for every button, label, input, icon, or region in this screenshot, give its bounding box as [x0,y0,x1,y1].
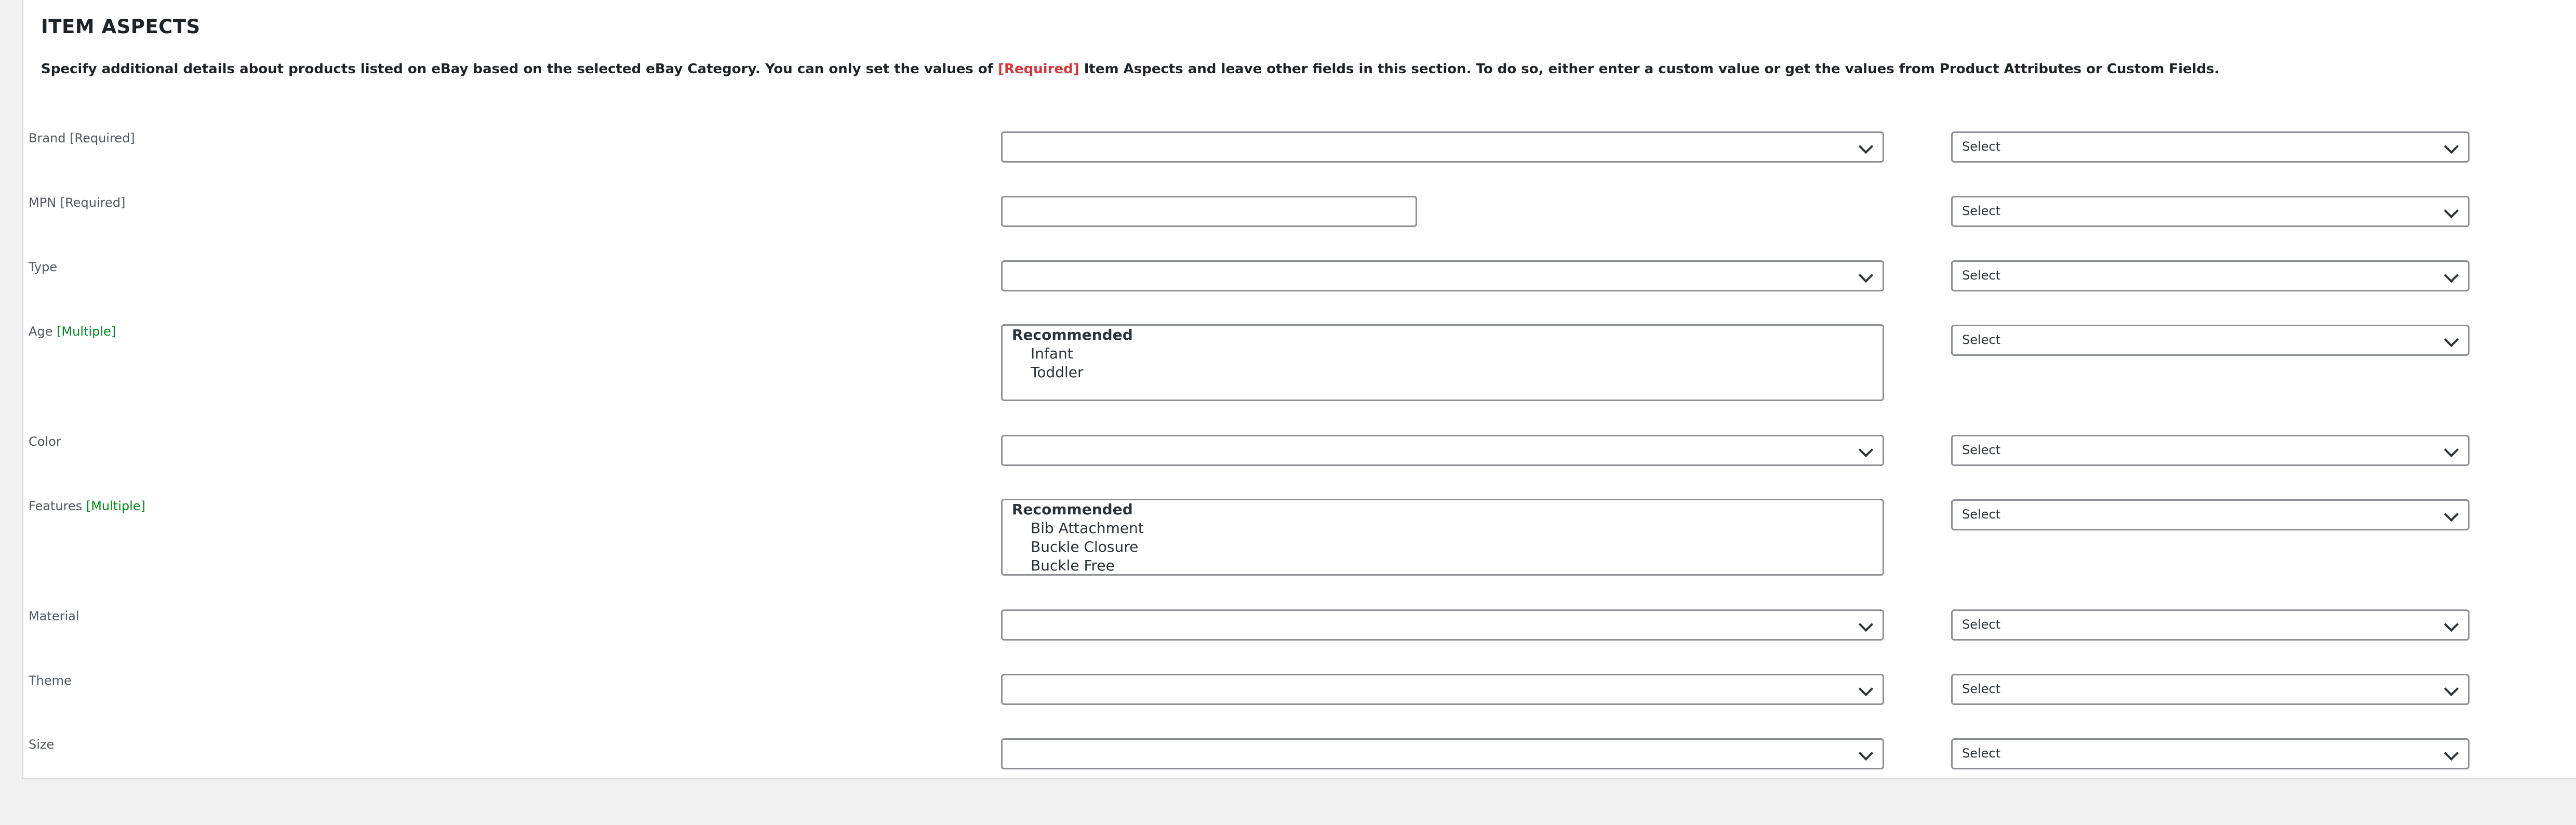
mpn-source-value: Select [1962,204,2001,218]
features-option-buckle-free[interactable]: Buckle Free [1031,557,1115,574]
size-source-value: Select [1962,746,2001,761]
type-source-select[interactable] [1951,260,2470,291]
features-multiple-tag: [Multiple] [86,499,145,513]
chevron-down-icon [1859,443,1873,457]
age-source-select[interactable] [1951,325,2470,356]
mpn-input[interactable] [1001,196,1417,227]
age-label [29,324,116,339]
features-option-bib-attachment[interactable]: Bib Attachment [1031,520,1144,537]
brand-value-select[interactable] [1001,131,1884,163]
size-label: Size [29,737,55,752]
chevron-down-icon [1859,617,1873,632]
color-label: Color [29,434,61,449]
features-multiselect[interactable] [1001,499,1884,576]
size-source-select[interactable] [1951,738,2470,769]
features-label-text: Features [29,499,83,513]
material-label: Material [29,609,79,623]
age-option-infant[interactable]: Infant [1031,345,1073,362]
chevron-down-icon [2444,204,2459,218]
type-label: Type [29,260,58,274]
type-source-value: Select [1962,268,2001,283]
chevron-down-icon [2444,682,2459,696]
chevron-down-icon [2444,746,2459,761]
mpn-source-select[interactable] [1951,196,2470,227]
features-source-value: Select [1962,507,2001,522]
features-source-select[interactable] [1951,499,2470,530]
size-value-select[interactable] [1001,738,1884,769]
chevron-down-icon [2444,332,2459,347]
brand-label [29,131,135,145]
chevron-down-icon [2444,507,2459,522]
brand-required-tag: [Required] [70,131,135,145]
features-option-buckle-closure[interactable]: Buckle Closure [1031,538,1139,555]
chevron-down-icon [2444,268,2459,283]
mpn-label-text: MPN [29,195,57,210]
chevron-down-icon [1859,746,1873,761]
description-text-end: Item Aspects and leave other fields in this section. To do so, either enter a custom value or get the values from Product Attributes or Custom Fields. [1079,61,2220,77]
age-label-text: Age [29,324,53,339]
required-tag: [Required] [998,61,1079,77]
material-value-select[interactable] [1001,609,1884,641]
color-source-select[interactable] [1951,435,2470,466]
theme-label: Theme [29,673,72,688]
chevron-down-icon [1859,268,1873,283]
theme-value-select[interactable] [1001,674,1884,705]
theme-source-value: Select [1962,682,2001,696]
material-source-select[interactable] [1951,609,2470,641]
brand-source-value: Select [1962,139,2001,154]
description-text-start: Specify additional details about products listed on eBay based on the selected eBay Category. You can only set the values of [41,61,998,77]
section-description [41,61,2560,77]
age-multiple-tag: [Multiple] [57,324,116,339]
age-multiselect[interactable] [1001,324,1884,401]
type-value-select[interactable] [1001,260,1884,291]
material-source-value: Select [1962,617,2001,632]
mpn-label [29,195,125,210]
color-source-value: Select [1962,443,2001,457]
brand-source-select[interactable] [1951,131,2470,163]
chevron-down-icon [2444,443,2459,457]
chevron-down-icon [2444,139,2459,154]
features-label [29,499,145,513]
features-optgroup-label: Recommended [1012,501,1133,518]
age-source-value: Select [1962,332,2001,347]
color-value-select[interactable] [1001,435,1884,466]
theme-source-select[interactable] [1951,674,2470,705]
section-title: ITEM ASPECTS [41,16,201,38]
age-option-toddler[interactable]: Toddler [1031,364,1084,381]
chevron-down-icon [1859,682,1873,696]
chevron-down-icon [2444,617,2459,632]
brand-label-text: Brand [29,131,66,145]
mpn-required-tag: [Required] [60,195,126,210]
chevron-down-icon [1859,139,1873,154]
age-optgroup-label: Recommended [1012,326,1133,343]
